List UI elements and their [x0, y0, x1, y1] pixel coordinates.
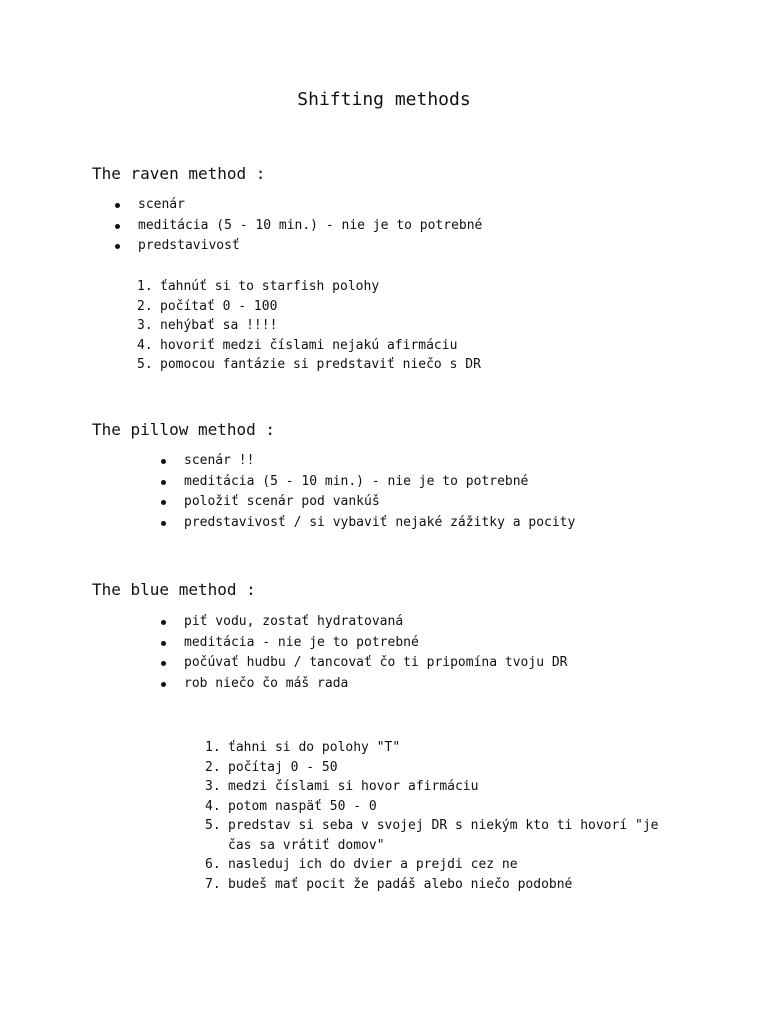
step-number: 1. — [137, 279, 153, 294]
list-item — [137, 336, 481, 356]
step-number: 5. — [205, 818, 221, 833]
list-item: piť vodu, zostať hydratovaná — [161, 612, 568, 633]
list-item — [137, 297, 481, 317]
step-number: 1. — [205, 740, 221, 755]
list-item: meditácia - nie je to potrebné — [161, 633, 568, 654]
list-item — [137, 316, 481, 336]
section-heading-raven: The raven method : — [92, 164, 266, 183]
list-item: položiť scenár pod vankúš — [161, 492, 575, 513]
step-text: predstav si seba v svojej DR s niekým kto ti hovorí "je čas sa vrátiť domov" — [228, 818, 659, 853]
list-item: počúvať hudbu / tancovať čo ti pripomína tvoju DR — [161, 653, 568, 674]
list-item: meditácia (5 - 10 min.) - nie je to potrebné — [115, 216, 482, 237]
list-item: meditácia (5 - 10 min.) - nie je to potrebné — [161, 472, 575, 493]
blue-bullet-list — [161, 612, 568, 694]
step-text: počítať 0 - 100 — [160, 298, 278, 314]
pillow-bullet-list — [161, 451, 575, 533]
step-number: 3. — [137, 318, 153, 333]
list-item — [205, 855, 658, 875]
list-item: scenár !! — [161, 451, 575, 472]
list-item: rob niečo čo máš rada — [161, 674, 568, 695]
step-number: 2. — [205, 759, 221, 775]
raven-steps-list — [137, 277, 481, 375]
list-item — [205, 797, 658, 817]
raven-bullet-list — [115, 195, 482, 257]
step-text: nehýbať sa !!!! — [160, 318, 278, 333]
list-item — [205, 875, 658, 895]
section-heading-blue: The blue method : — [92, 580, 256, 599]
list-item — [137, 355, 481, 375]
step-number: 4. — [137, 337, 153, 353]
step-text: ťahni si do polohy "T" — [228, 740, 401, 755]
step-text: medzi číslami si hovor afirmáciu — [228, 779, 479, 794]
step-number: 6. — [205, 857, 221, 872]
step-text: potom naspäť 50 - 0 — [228, 798, 377, 814]
step-number: 5. — [137, 357, 153, 372]
list-item — [205, 777, 658, 797]
page-title: Shifting methods — [297, 89, 471, 110]
list-item — [205, 758, 658, 778]
step-text: ťahnúť si to starfish polohy — [160, 279, 380, 294]
step-text: hovoriť medzi číslami nejakú afirmáciu — [160, 337, 458, 353]
section-heading-pillow: The pillow method : — [92, 420, 276, 439]
step-text: počítaj 0 - 50 — [228, 759, 338, 775]
step-number: 4. — [205, 798, 221, 814]
blue-steps-list — [205, 738, 658, 894]
step-text: pomocou fantázie si predstaviť niečo s DR — [160, 357, 481, 372]
step-text: budeš mať pocit že padáš alebo niečo podobné — [228, 876, 573, 892]
step-text: nasleduj ich do dvier a prejdi cez ne — [228, 857, 518, 872]
list-item — [137, 277, 481, 297]
list-item: predstavivosť — [115, 236, 482, 257]
list-item: predstavivosť / si vybaviť nejaké zážitky a pocity — [161, 513, 575, 534]
step-number: 2. — [137, 298, 153, 314]
step-number: 7. — [205, 876, 221, 892]
list-item — [205, 738, 658, 758]
list-item: scenár — [115, 195, 482, 216]
step-number: 3. — [205, 779, 221, 794]
list-item — [205, 816, 658, 855]
